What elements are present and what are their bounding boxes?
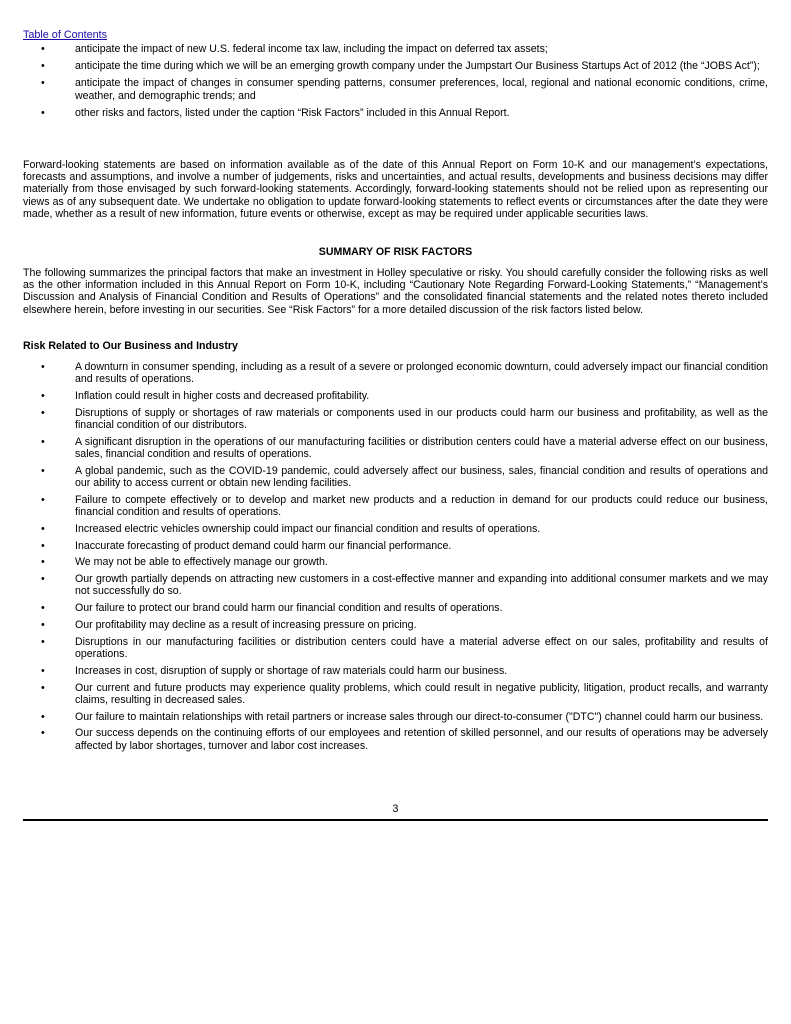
list-item-text: Increased electric vehicles ownership could impact our financial condition and results of operations. [75, 522, 541, 535]
list-item [23, 556, 768, 568]
list-item-text: Our failure to protect our brand could harm our financial condition and results of operations. [75, 602, 503, 615]
list-item [23, 107, 768, 119]
list-item-text: anticipate the impact of changes in consumer spending patterns, consumer preferences, local, regional and national economic conditions, crime, weather, and demographic trends; and [75, 77, 768, 102]
list-item [23, 60, 768, 72]
list-item-text: anticipate the impact of new U.S. federal income tax law, including the impact on deferred tax assets; [75, 43, 548, 55]
bullet-icon: • [41, 602, 45, 615]
list-item [23, 465, 768, 489]
table-of-contents-link[interactable]: Table of Contents [23, 29, 108, 41]
list-item [23, 436, 768, 460]
bullet-icon: • [41, 573, 45, 586]
list-item-text: Our profitability may decline as a result of increasing pressure on pricing. [75, 618, 417, 631]
bullet-icon: • [41, 522, 45, 535]
bullet-icon: • [41, 635, 45, 648]
list-item [23, 573, 768, 597]
bullet-icon: • [41, 77, 45, 90]
summary-heading: SUMMARY OF RISK FACTORS [318, 246, 473, 258]
bullet-icon: • [41, 106, 45, 119]
bullet-icon: • [41, 406, 45, 419]
list-item-text: Failure to compete effectively or to develop and market new products and a reduction in demand for our products could reduce our business, financial condition and results of operations. [75, 493, 768, 518]
list-item-text: We may not be able to effectively manage our growth. [75, 556, 328, 569]
risk-factor-list [23, 361, 768, 756]
list-item-text: Our growth partially depends on attracting new customers in a cost-effective manner and expanding into additional consumer markets and we may not successfully do so. [75, 573, 768, 598]
list-item [23, 711, 768, 723]
list-item [23, 665, 768, 677]
summary-paragraph: The following summarizes the principal factors that make an investment in Holley speculative or risky. You should carefully consider the following risks as well as the other information included in this Annual Report on Form 10-K, including “Cautionary Note Regarding Forward-Looking Statements,” “Management’s Discussion and Analysis of Financial Condition and Results of Operations” and the consolidated financial statements and the related notes thereto included elsewhere herein, before investing in our securities. See “Risk Factors” for a more detailed discussion of the risk factors listed below. [23, 267, 768, 316]
list-item [23, 523, 768, 535]
footer-rule [23, 819, 768, 821]
page-number: 3 [392, 803, 399, 815]
bullet-icon: • [41, 539, 45, 552]
bullet-icon: • [41, 435, 45, 448]
bullet-icon: • [41, 43, 45, 55]
list-item-text: other risks and factors, listed under the caption “Risk Factors” included in this Annual Report. [75, 106, 510, 119]
list-item [23, 636, 768, 660]
list-item-text: Inflation could result in higher costs and decreased profitability. [75, 390, 370, 402]
bullet-icon: • [41, 464, 45, 477]
list-item-text: Inaccurate forecasting of product demand could harm our financial performance. [75, 539, 452, 552]
list-item-text: Our current and future products may experience quality problems, which could result in negative publicity, litigation, product recalls, and warranty claims, resulting in decreased sales. [75, 681, 768, 706]
bullet-icon: • [41, 60, 45, 73]
list-item-text: anticipate the time during which we will be an emerging growth company under the Jumpstart Our Business Startups Act of 2012 (the “JOBS Act”); [75, 60, 760, 73]
list-item-text: A downturn in consumer spending, including as a result of a severe or prolonged economic downturn, could adversely impact our financial condition and results of operations. [75, 361, 768, 386]
bullet-icon: • [41, 556, 45, 569]
bullet-icon: • [41, 618, 45, 631]
list-item-text: Our failure to maintain relationships with retail partners or increase sales through our direct-to-consumer ("DTC") channel could harm our business. [75, 710, 764, 723]
bullet-icon: • [41, 727, 45, 740]
list-item-text: Our success depends on the continuing efforts of our employees and retention of skilled personnel, and our results of operations may be adversely affected by labor shortages, turnover and labor cost increases. [75, 727, 768, 752]
list-item [23, 390, 768, 402]
list-item [23, 682, 768, 706]
list-item [23, 727, 768, 751]
list-item [23, 540, 768, 552]
bullet-icon: • [41, 361, 45, 373]
list-item [23, 602, 768, 614]
list-item-text: Increases in cost, disruption of supply or shortage of raw materials could harm our business. [75, 664, 508, 677]
list-item [23, 43, 768, 55]
forward-looking-paragraph: Forward-looking statements are based on information available as of the date of this Annual Report on Form 10-K and our management’s expectations, forecasts and assumptions, and involve a number of judgements, risks and uncertainties, and actual results, developments and business decisions may differ materially from those envisaged by such forward-looking statements. Accordingly, forward-looking statements should not be relied upon as representing our views as of any subsequent date. We undertake no obligation to update forward-looking statements to reflect events or circumstances after the date they were made, whether as a result of new information, future events or otherwise, except as may be required under applicable securities laws. [23, 159, 768, 220]
list-item [23, 494, 768, 518]
bullet-icon: • [41, 681, 45, 694]
list-item-text: Disruptions of supply or shortages of raw materials or components used in our products could harm our business and profitability, as well as the financial condition of our distributors. [75, 406, 768, 431]
list-item-text: A significant disruption in the operations of our manufacturing facilities or distribution centers could have a material adverse effect on our business, sales, financial condition and results of operations. [75, 435, 768, 460]
list-item [23, 361, 768, 385]
bullet-icon: • [41, 710, 45, 723]
forward-looking-list [23, 43, 768, 124]
bullet-icon: • [41, 390, 45, 402]
list-item-text: A global pandemic, such as the COVID-19 pandemic, could adversely affect our business, sales, financial condition and results of operations and our ability to access current or obtain new lending facilities. [75, 464, 768, 489]
bullet-icon: • [41, 493, 45, 506]
list-item [23, 619, 768, 631]
list-item [23, 407, 768, 431]
list-item-text: Disruptions in our manufacturing facilities or distribution centers could have a material adverse effect on our sales, profitability and results of operations. [75, 635, 768, 660]
risk-section-heading: Risk Related to Our Business and Industry [23, 340, 238, 352]
list-item [23, 77, 768, 101]
bullet-icon: • [41, 664, 45, 677]
